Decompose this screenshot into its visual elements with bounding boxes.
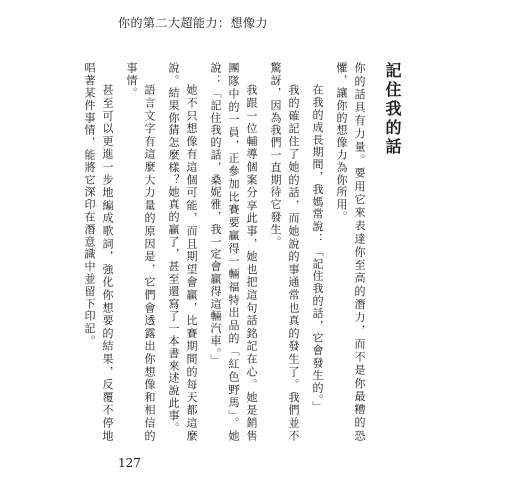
vertical-text-body [80,62,402,442]
paragraph-4: 我跟一位輔導個案分享此事，她也把這句話銘記在心。她是銷售團隊中的一員，正參加比賽要贏得一輛福特出品的「紅色野馬」。她說：「記住我的話，桑妮雅，我一定會贏得這輛汽車。」 [209,62,258,442]
paragraph-1: 你的話具有力量。要用它來表達你至高的潛力，而不是你最糟的恐懼，讓你的想像力為你所用。 [335,62,366,442]
paragraph-5: 她不只想像有這個可能，而且期望會贏，比賽期間的每天都這麼說。結果你猜怎麼樣？她真的贏了，甚至還寫了一本書來述說此事。 [167,62,198,442]
page-number: 127 [118,456,141,470]
paragraph-2: 在我的成長期間，我媽常說：「記住我的話，它會發生的。」 [311,84,324,414]
paragraph-7: 甚至可以更進一步地編成歌詞，強化你想要的結果，反覆不停地唱著某件事情，能將它深印在潛意識中並留下印記。 [83,62,114,442]
running-head: 你的第二大超能力：想像力 [118,16,269,30]
section-title: 記住我的話 [383,62,402,157]
paragraph-3: 我的確記住了她的話，而她說的事通常也真的發生了。我們並不驚訝，因為我們一直期待它發生。 [269,62,300,442]
paragraph-6: 語言文字有這麼大力量的原因是，它們會透露出你想像和相信的事情。 [125,62,156,442]
